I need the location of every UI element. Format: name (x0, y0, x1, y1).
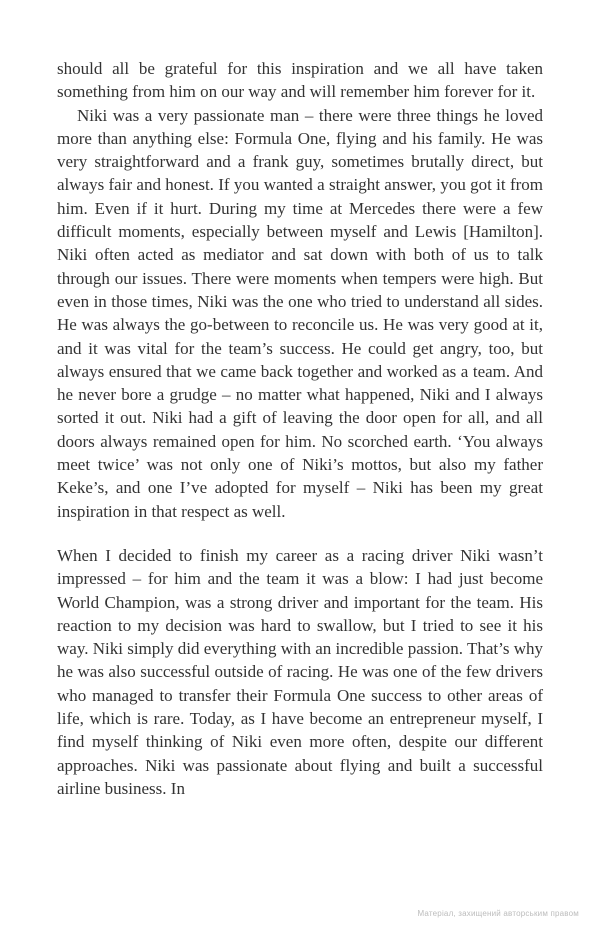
copyright-watermark: Матеріал, захищений авторським правом (417, 909, 579, 918)
body-paragraph: Niki was a very passionate man – there were three things he loved more than anything else: Formula One, flying and his family. He was very straightforward and a frank guy, sometimes brutally direct, but always fair and honest. If you wanted a straight answer, you got it from him. Even if it hurt. During my time at Mercedes there were a few difficult moments, especially between myself and Lewis [Hamilton]. Niki often acted as mediator and sat down with both of us to talk through our issues. There were moments when tempers were high. But even in those times, Niki was the one who tried to understand all sides. He was always the go-between to reconcile us. He was very good at it, and it was vital for the team’s success. He could get angry, too, but always ensured that we came back together and worked as a team. And he never bore a grudge – no matter what happened, Niki and I always sorted it out. Niki had a gift of leaving the door open for all, and all doors always remained open for him. No scorched earth. ‘You always meet twice’ was not only one of Niki’s mottos, but also my father Keke’s, and one I’ve adopted for myself – Niki has been my great inspiration in that respect as well. (57, 105, 543, 521)
body-paragraph: When I decided to finish my career as a racing driver Niki wasn’t impressed – for him and the team it was a blow: I had just become World Champion, was a strong driver and important for the team. His reaction to my decision was hard to swallow, but I tried to see it his way. Niki simply did everything with an incredible passion. That’s why he was also successful outside of racing. He was one of the few drivers who managed to transfer their Formula One success to other areas of life, which is rare. Today, as I have become an entrepreneur myself, I find myself thinking of Niki even more often, despite our different approaches. Niki was passionate about flying and built a successful airline business. In (57, 545, 543, 798)
body-paragraph: should all be grateful for this inspiration and we all have taken something from him on our way and will remember him forever for it. (57, 59, 543, 102)
page-text-block (57, 57, 543, 800)
